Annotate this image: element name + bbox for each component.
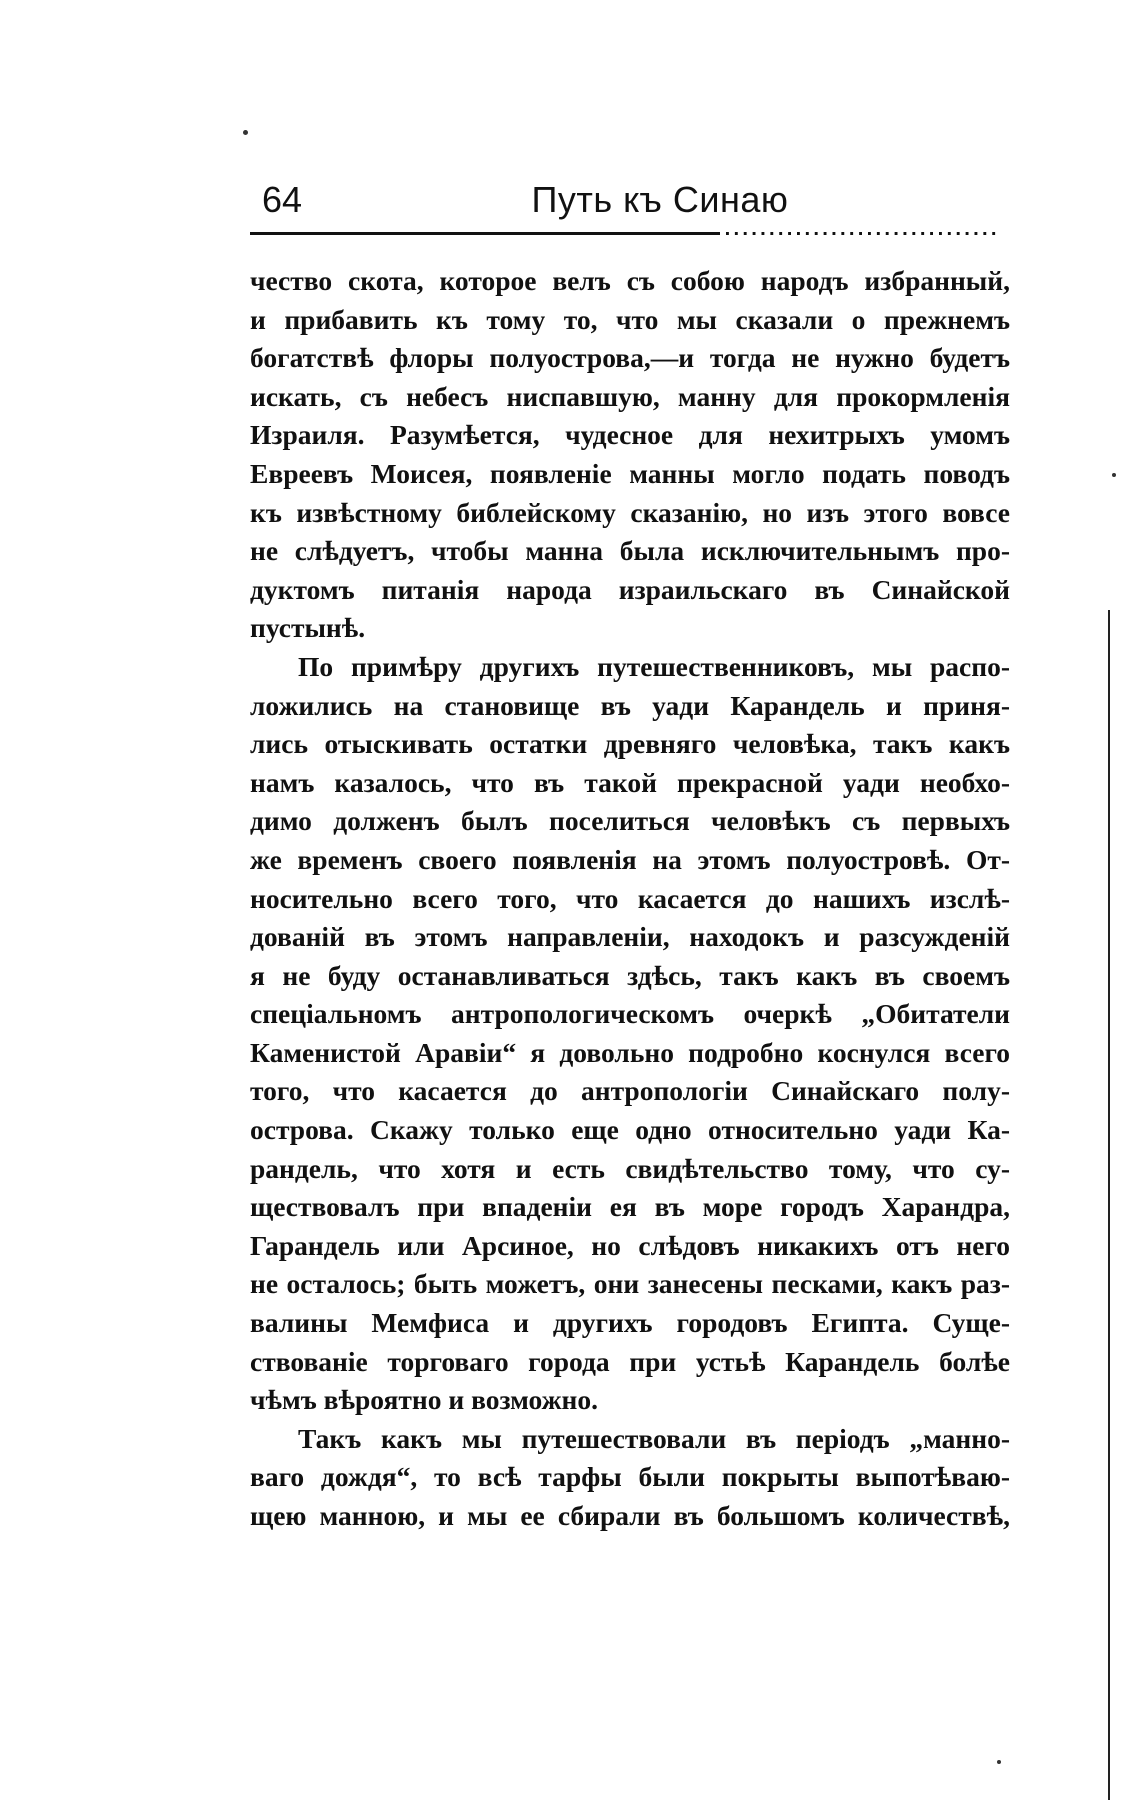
text-line: рандель, что хотя и есть свидѣтельство тому, что су- [250,1152,1010,1184]
text-line: намъ казалось, что въ такой прекрасной уади необхо- [250,766,1010,798]
header-rule-broken-segment [720,232,1010,235]
text-line: Евреевъ Моисея, появленіе манны могло подать поводъ [250,457,1010,489]
text-line: искать, съ небесъ ниспавшую, манну для прокормленія [250,380,1010,412]
text-line: острова. Скажу только еще одно относительно уади Ка- [250,1114,1010,1146]
text-line: чество скота, которое велъ съ собою народъ избранный, [250,265,1010,296]
text-line: богатствѣ флоры полуострова,—и тогда не нужно будетъ [250,342,1010,374]
text-line: чѣмъ вѣроятно и возможно. [250,1384,599,1416]
text-line: я не буду останавливаться здѣсь, такъ какъ въ своемъ [250,959,1010,991]
text-line: ложились на становище въ уади Карандель и приня- [250,689,1010,721]
scan-page-edge [1108,610,1110,1800]
page-header [250,176,1020,236]
running-title: Путь къ Синаю [531,179,789,220]
text-line: Гарандель или Арсиное, но слѣдовъ никакихъ отъ него [250,1229,1010,1261]
text-line: пустынѣ. [250,612,366,644]
text-line: щею манною, и мы ее сбирали въ большомъ количествѣ, [250,1500,1010,1531]
text-line: димо долженъ былъ поселиться человѣкъ съ первыхъ [250,805,1010,837]
text-line: Каменистой Аравіи“ я довольно подробно коснулся всего [250,1036,1010,1068]
text-line: того, что касается до антропологіи Синайскаго полу- [250,1075,1010,1107]
text-line: По примѣру другихъ путешественниковъ, мы распо- [298,650,1010,682]
text-line: дованій въ этомъ направленіи, находокъ и разсужденій [250,921,1010,953]
text-line: и прибавить къ тому то, что мы сказали о прежнемъ [250,303,1010,335]
text-line: ствованіе торговаго города при устьѣ Карандель болѣе [250,1345,1010,1377]
scan-speck-right [1112,473,1116,477]
text-line: Такъ какъ мы путешествовали въ періодъ „манно- [298,1422,1010,1454]
text-line: не слѣдуетъ, чтобы манна была исключительнымъ про- [250,535,1010,567]
text-line: ществовалъ при впаденіи ея въ море городъ Харандра, [250,1191,1010,1223]
scan-speck-top [243,130,248,135]
text-line: Израиля. Разумѣется, чудесное для нехитрыхъ умомъ [250,419,1010,451]
text-line: спеціальномъ антропологическомъ очеркѣ „Обитатели [250,998,1010,1030]
text-line: не осталось; быть можетъ, они занесены песками, какъ раз- [250,1268,1010,1300]
text-line: носительно всего того, что касается до нашихъ изслѣ- [250,882,1010,914]
text-line: валины Мемфиса и другихъ городовъ Египта. Суще- [250,1307,1010,1339]
body-text [250,262,1010,1536]
text-line: же временъ своего появленія на этомъ полуостровѣ. От- [250,843,1010,875]
page-number: 64 [262,179,303,220]
text-line: лись отыскивать остатки древняго человѣка, такъ какъ [250,728,1010,760]
text-line: къ извѣстному библейскому сказанію, но изъ этого вовсе [250,496,1010,528]
text-line: дуктомъ питанія народа израильскаго въ Синайской [250,573,1010,605]
text-line: ваго дождя“, то всѣ тарфы были покрыты выпотѣваю- [250,1461,1010,1493]
scan-speck-bottom [997,1760,1001,1764]
